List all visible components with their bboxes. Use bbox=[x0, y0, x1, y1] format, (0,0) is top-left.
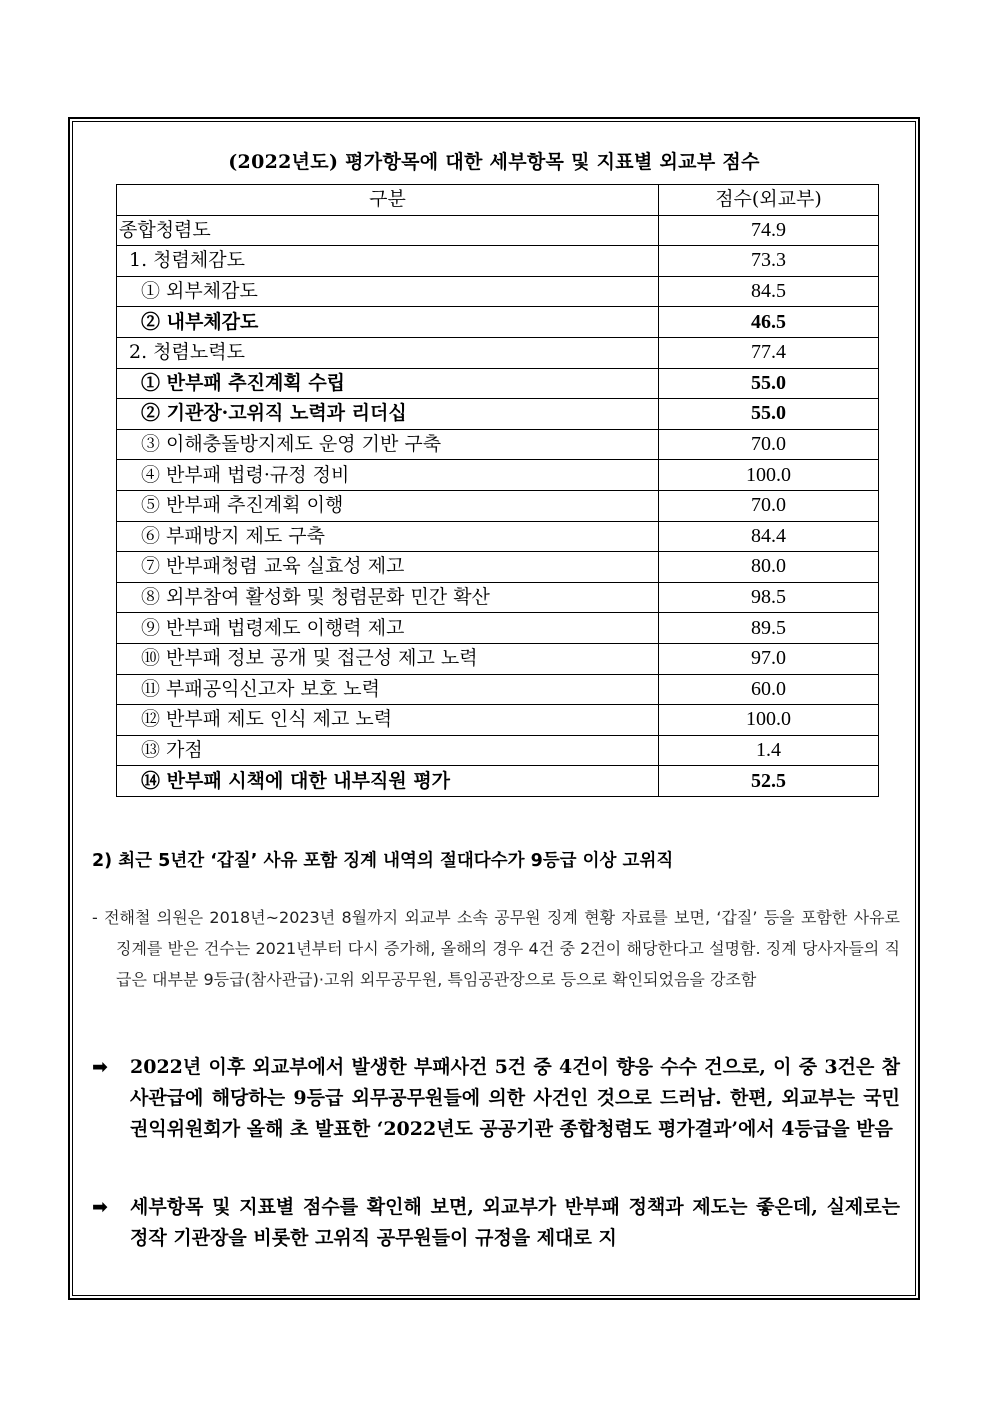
table-row bbox=[117, 674, 879, 705]
table-row bbox=[117, 705, 879, 736]
row-label: ⑭ 반부패 시책에 대한 내부직원 평가 bbox=[117, 766, 659, 797]
row-score: 84.4 bbox=[659, 521, 879, 552]
row-label: ② 기관장·고위직 노력과 리더십 bbox=[117, 399, 659, 430]
row-score: 73.3 bbox=[659, 246, 879, 277]
row-score: 100.0 bbox=[659, 460, 879, 491]
row-score: 55.0 bbox=[659, 368, 879, 399]
row-score: 74.9 bbox=[659, 215, 879, 246]
row-label: ⑧ 외부참여 활성화 및 청렴문화 민간 확산 bbox=[117, 582, 659, 613]
section-heading: 2) 최근 5년간 ‘갑질’ 사유 포함 징계 내역의 절대다수가 9등급 이상 고위직 bbox=[92, 851, 674, 871]
table-row bbox=[117, 552, 879, 583]
row-label: ⑨ 반부패 법령제도 이행력 제고 bbox=[117, 613, 659, 644]
table-header-row bbox=[117, 185, 879, 216]
table-row bbox=[117, 307, 879, 338]
table-row bbox=[117, 399, 879, 430]
row-label: ② 내부체감도 bbox=[117, 307, 659, 338]
document-frame bbox=[68, 117, 920, 1300]
table-row bbox=[117, 337, 879, 368]
row-label: ① 외부체감도 bbox=[117, 276, 659, 307]
row-score: 55.0 bbox=[659, 399, 879, 430]
dash-paragraph-text: - 전해철 의원은 2018년~2023년 8월까지 외교부 소속 공무원 징계 현황 자료를 보면, ‘갑질’ 등을 포함한 사유로 징계를 받은 건수는 2021년부터 다시 증가해, 올해의 경우 4건 중 2건이 해당한다고 설명함. 징계 당사자들의 직급은 대부분 9등급(참사관급)·고위 외무공무원, 특임공관장으로 등으로 확인되었음을 강조함 bbox=[92, 908, 900, 989]
table-row bbox=[117, 460, 879, 491]
score-table bbox=[116, 184, 879, 797]
row-score: 89.5 bbox=[659, 613, 879, 644]
row-score: 52.5 bbox=[659, 766, 879, 797]
column-header-category: 구분 bbox=[117, 185, 659, 216]
row-label: ⑬ 가점 bbox=[117, 735, 659, 766]
row-label: ⑪ 부패공익신고자 보호 노력 bbox=[117, 674, 659, 705]
row-label: ① 반부패 추진계획 수립 bbox=[117, 368, 659, 399]
table-row bbox=[117, 613, 879, 644]
row-score: 1.4 bbox=[659, 735, 879, 766]
row-score: 84.5 bbox=[659, 276, 879, 307]
table-title: (2022년도) 평가항목에 대한 세부항목 및 지표별 외교부 점수 bbox=[228, 151, 760, 173]
dash-paragraph bbox=[92, 902, 900, 995]
arrow-paragraph-1-text: 2022년 이후 외교부에서 발생한 부패사건 5건 중 4건이 향응 수수 건으로, 이 중 3건은 참사관급에 해당하는 9등급 외무공무원들에 의한 사건인 것으로 드러남. 한편, 외교부는 국민권익위원회가 올해 초 발표한 ‘2022년도 공공기관 종합청렴도 평가결과’에서 4등급을 받음 bbox=[130, 1056, 900, 1140]
row-label: ⑦ 반부패청렴 교육 실효성 제고 bbox=[117, 552, 659, 583]
table-row bbox=[117, 429, 879, 460]
row-score: 97.0 bbox=[659, 643, 879, 674]
table-row bbox=[117, 276, 879, 307]
row-label: 종합청렴도 bbox=[117, 215, 659, 246]
table-row bbox=[117, 521, 879, 552]
arrow-paragraph-2 bbox=[92, 1192, 900, 1254]
arrow-paragraph-1 bbox=[92, 1052, 900, 1145]
table-row bbox=[117, 490, 879, 521]
table-row bbox=[117, 246, 879, 277]
row-label: 2. 청렴노력도 bbox=[117, 337, 659, 368]
row-score: 98.5 bbox=[659, 582, 879, 613]
column-header-score: 점수(외교부) bbox=[659, 185, 879, 216]
table-row bbox=[117, 215, 879, 246]
row-score: 60.0 bbox=[659, 674, 879, 705]
row-label: ⑤ 반부패 추진계획 이행 bbox=[117, 490, 659, 521]
row-score: 77.4 bbox=[659, 337, 879, 368]
table-row bbox=[117, 766, 879, 797]
row-score: 70.0 bbox=[659, 490, 879, 521]
table-row bbox=[117, 582, 879, 613]
table-row bbox=[117, 643, 879, 674]
arrow-icon: ➡ bbox=[92, 1056, 108, 1078]
row-score: 100.0 bbox=[659, 705, 879, 736]
arrow-icon: ➡ bbox=[92, 1196, 108, 1218]
row-label: ⑫ 반부패 제도 인식 제고 노력 bbox=[117, 705, 659, 736]
row-score: 70.0 bbox=[659, 429, 879, 460]
row-score: 80.0 bbox=[659, 552, 879, 583]
table-row bbox=[117, 368, 879, 399]
row-score: 46.5 bbox=[659, 307, 879, 338]
row-label: ⑩ 반부패 정보 공개 및 접근성 제고 노력 bbox=[117, 643, 659, 674]
table-row bbox=[117, 735, 879, 766]
row-label: 1. 청렴체감도 bbox=[117, 246, 659, 277]
row-label: ③ 이해충돌방지제도 운영 기반 구축 bbox=[117, 429, 659, 460]
row-label: ⑥ 부패방지 제도 구축 bbox=[117, 521, 659, 552]
arrow-paragraph-2-text: 세부항목 및 지표별 점수를 확인해 보면, 외교부가 반부패 정책과 제도는 좋은데, 실제로는 정작 기관장을 비롯한 고위직 공무원들이 규정을 제대로 지 bbox=[130, 1196, 900, 1249]
row-label: ④ 반부패 법령·규정 정비 bbox=[117, 460, 659, 491]
